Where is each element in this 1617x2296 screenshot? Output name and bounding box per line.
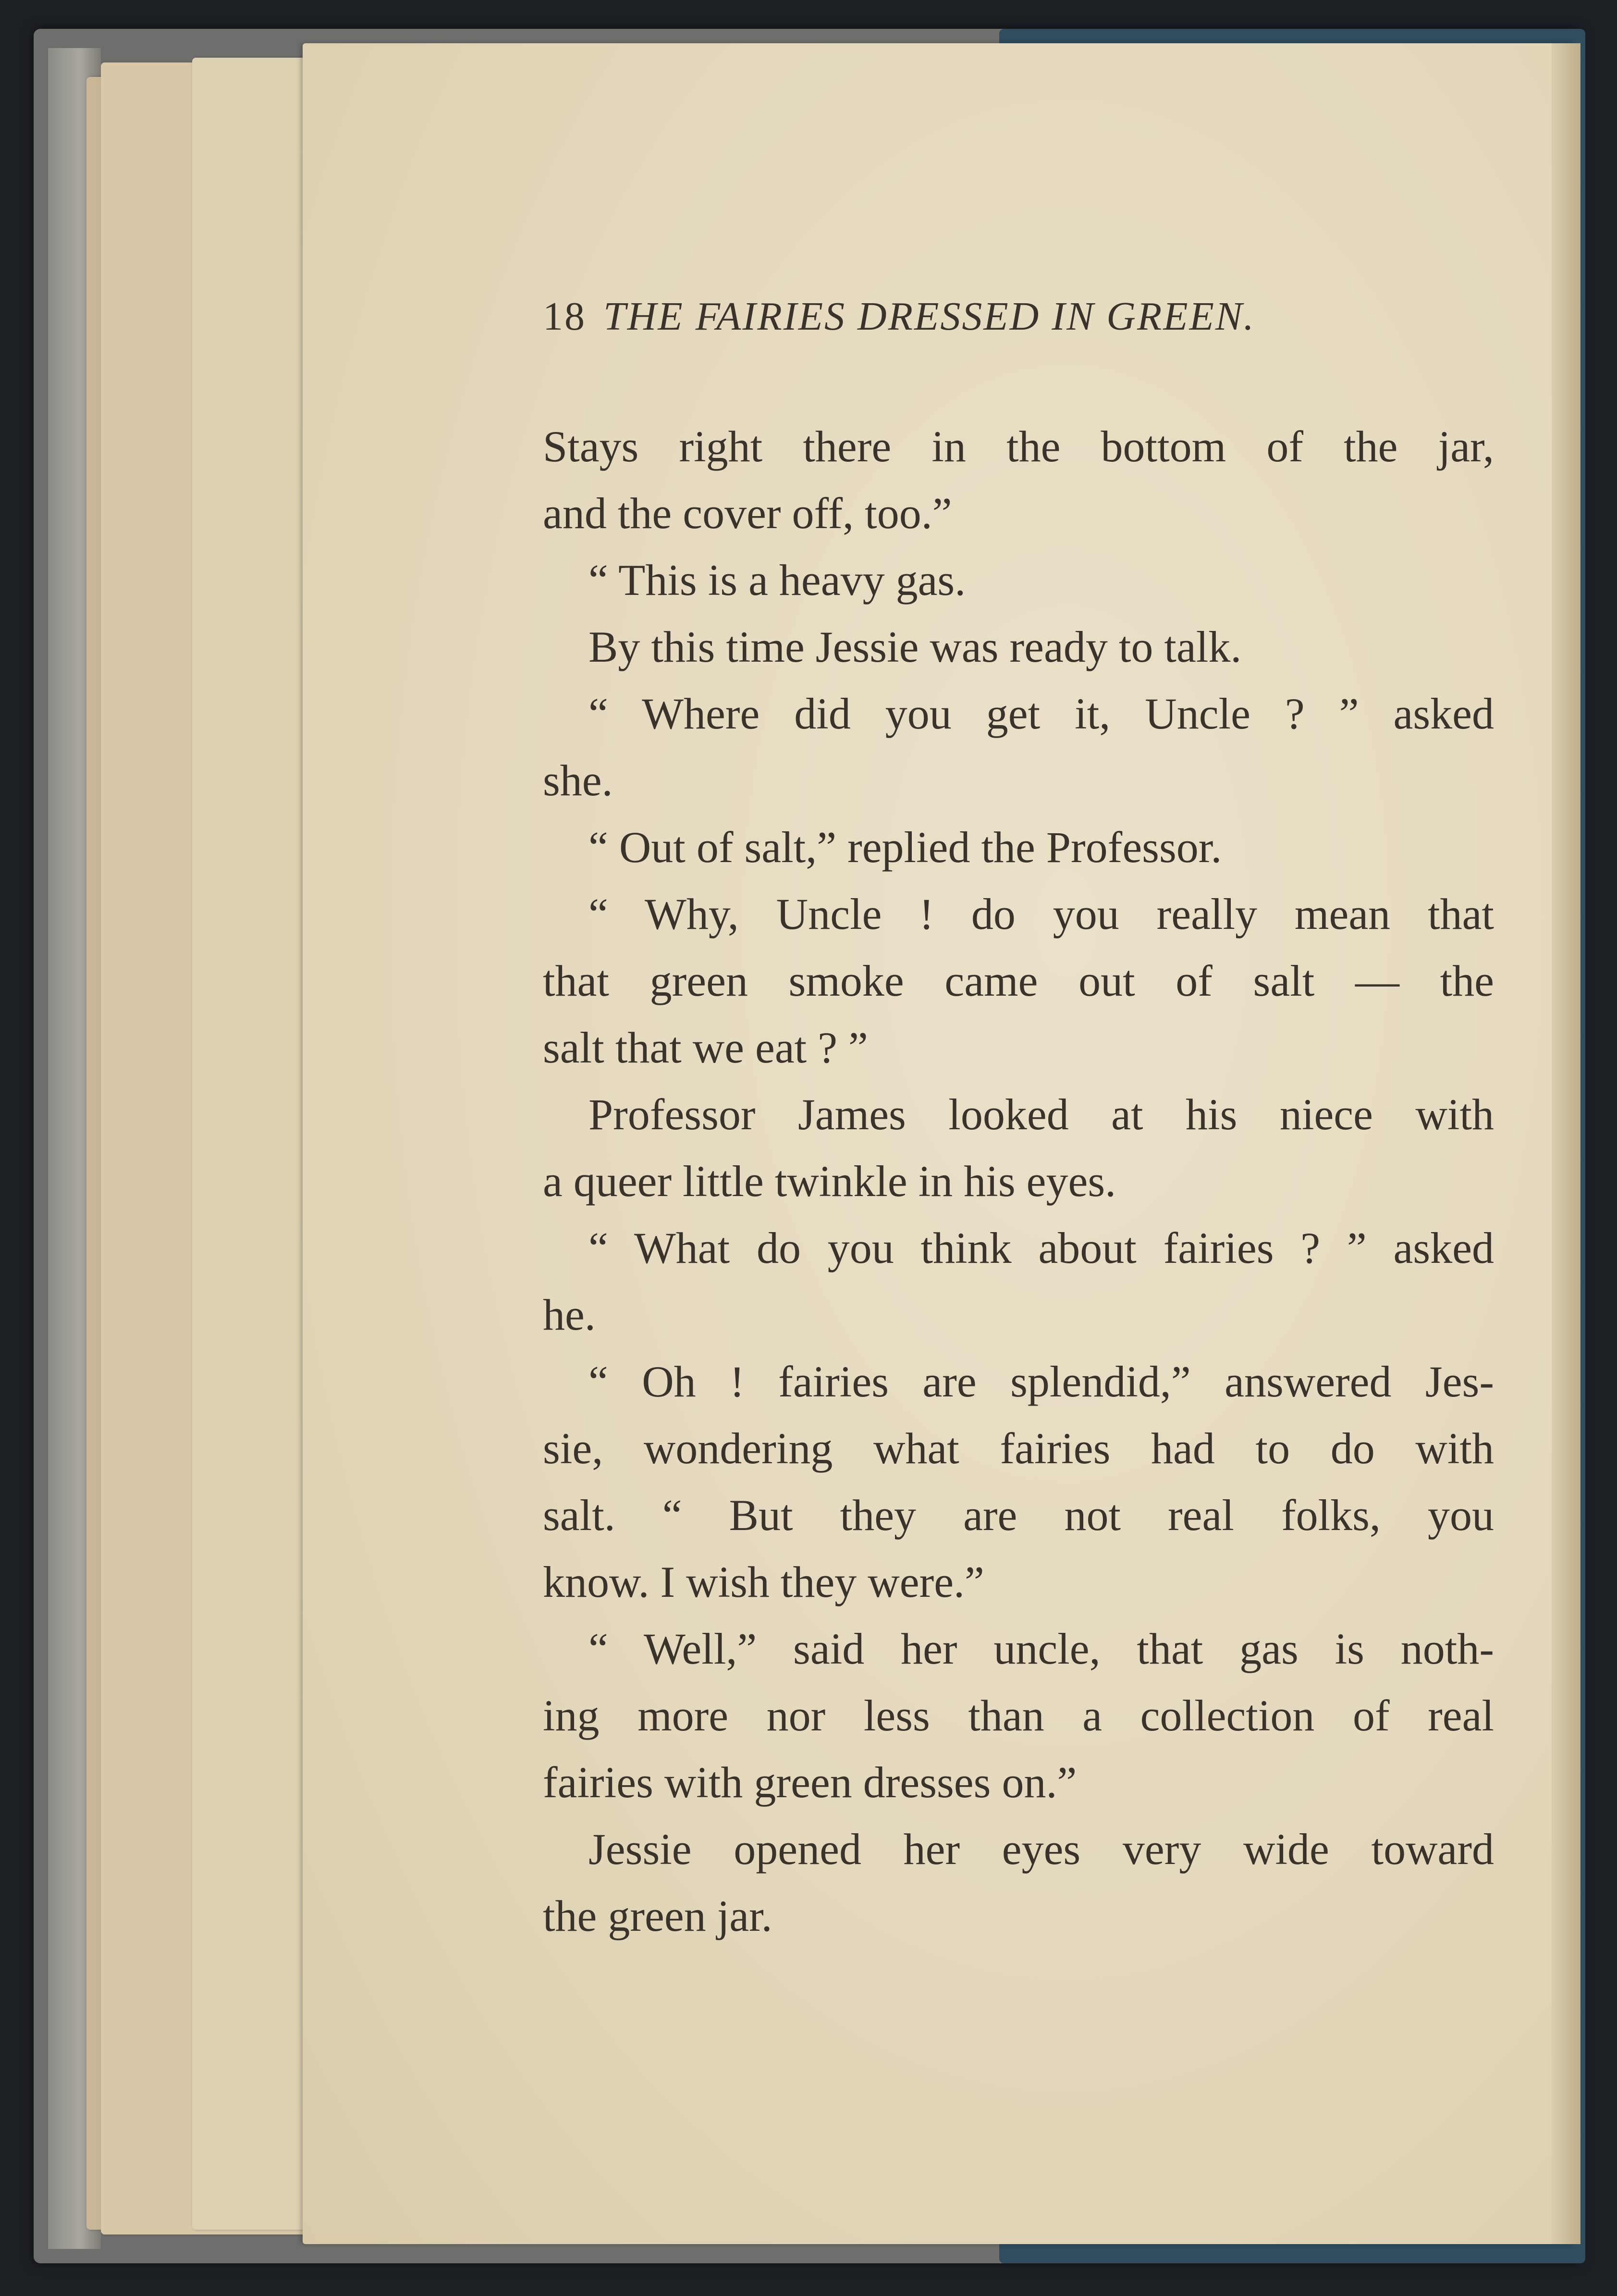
text-line: “ Why, Uncle ! do you really mean that — [588, 889, 1494, 938]
text-line: ing more nor less than a collection of real — [543, 1691, 1494, 1740]
text-line: “ Where did you get it, Uncle ? ” asked — [588, 689, 1494, 738]
text-line: “ Out of salt,” replied the Professor. — [588, 823, 1222, 872]
body-text — [543, 413, 1494, 1950]
text-line: sie, wondering what fairies had to do with — [543, 1424, 1494, 1473]
text-line: the green jar. — [543, 1891, 772, 1940]
running-title: THE FAIRIES DRESSED IN GREEN. — [603, 294, 1255, 339]
text-line: know. I wish they were.” — [543, 1557, 984, 1606]
text-line: that green smoke came out of salt — the — [543, 956, 1494, 1005]
text-line: fairies with green dresses on.” — [543, 1758, 1077, 1807]
text-line: salt. “ But they are not real folks, you — [543, 1491, 1494, 1540]
text-line: a queer little twinkle in his eyes. — [543, 1157, 1116, 1206]
page-number: 18 — [543, 294, 586, 339]
text-line: Stays right there in the bottom of the jar, — [543, 422, 1494, 471]
text-line: she. — [543, 756, 613, 805]
text-line: Professor James looked at his niece with — [588, 1090, 1494, 1139]
text-line: salt that we eat ? ” — [543, 1023, 868, 1072]
text-line: Jessie opened her eyes very wide toward — [588, 1825, 1494, 1874]
text-line: By this time Jessie was ready to talk. — [588, 622, 1242, 671]
page-fore-edge — [1552, 43, 1580, 2244]
text-line: “ Oh ! fairies are splendid,” answered Jes- — [588, 1357, 1494, 1406]
text-line: “ Well,” said her uncle, that gas is noth- — [588, 1624, 1494, 1673]
text-line: “ This is a heavy gas. — [588, 555, 966, 605]
text-line: “ What do you think about fairies ? ” asked — [588, 1223, 1494, 1272]
running-head — [543, 293, 1456, 340]
text-line: he. — [543, 1290, 596, 1339]
text-line: and the cover off, too.” — [543, 489, 952, 538]
